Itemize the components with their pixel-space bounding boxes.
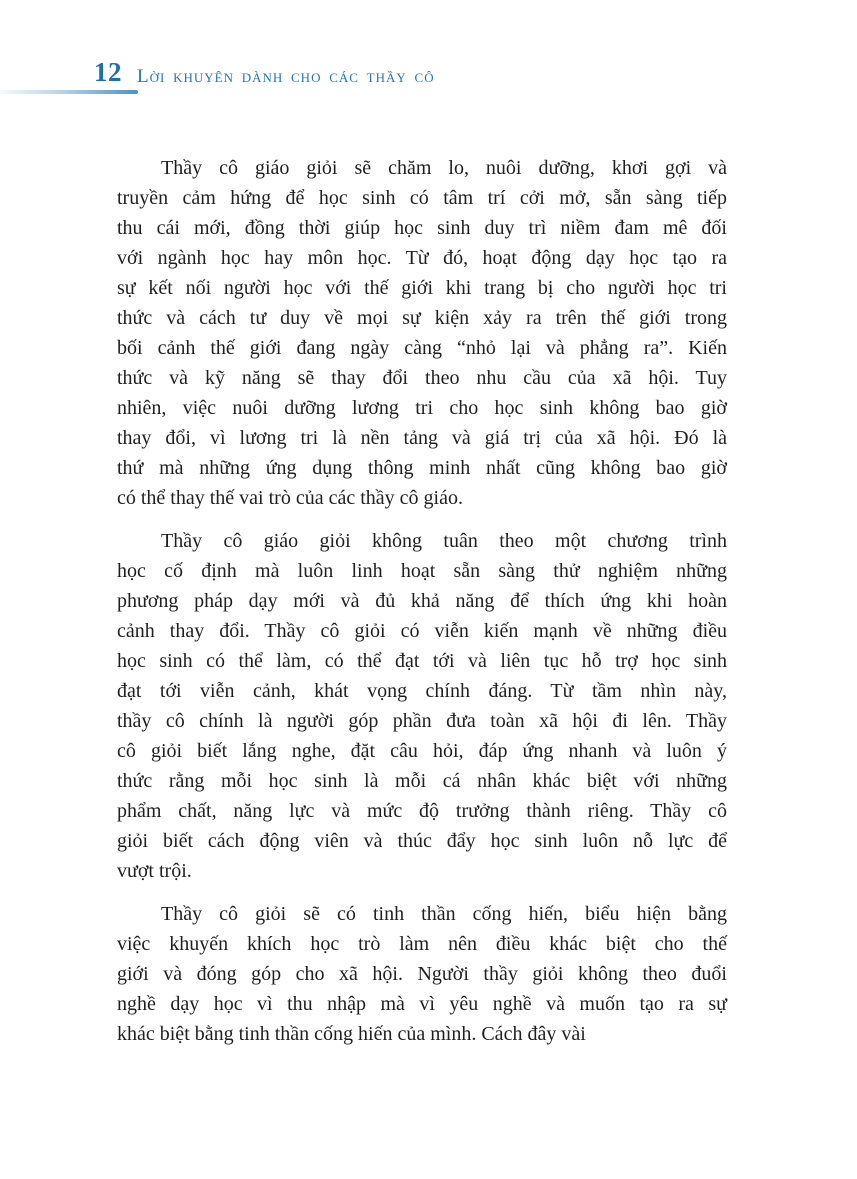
text-line: thức và kỹ năng sẽ thay đổi theo nhu cầu của xã hội. Tuy <box>117 367 727 389</box>
text-line: học cố định mà luôn linh hoạt sẵn sàng thử nghiệm những <box>117 560 727 582</box>
text-line: việc khuyến khích học trò làm nên điều khác biệt cho thế <box>117 933 727 955</box>
text-line: khác biệt bằng tinh thần cống hiến của mình. Cách đây vài <box>117 1023 586 1045</box>
text-line: bối cảnh thế giới đang ngày càng “nhỏ lại và phẳng ra”. Kiến <box>117 337 727 359</box>
text-line: thức rằng mỗi học sinh là mỗi cá nhân khác biệt với những <box>117 770 727 792</box>
body-text <box>117 153 727 1062</box>
text-line: truyền cảm hứng để học sinh có tâm trí cởi mở, sẵn sàng tiếp <box>117 187 727 209</box>
text-line: cô giỏi biết lắng nghe, đặt câu hỏi, đáp ứng nhanh và luôn ý <box>117 740 727 762</box>
paragraph <box>117 153 727 513</box>
text-line: Thầy cô giáo giỏi sẽ chăm lo, nuôi dưỡng, khơi gợi và <box>161 157 727 179</box>
text-line: phương pháp dạy mới và đủ khả năng để thích ứng khi hoàn <box>117 590 727 612</box>
paragraph <box>117 899 727 1049</box>
text-line: thứ mà những ứng dụng thông minh nhất cũng không bao giờ <box>117 457 727 479</box>
text-line: đạt tới viễn cảnh, khát vọng chính đáng. Từ tầm nhìn này, <box>117 680 727 702</box>
header-rule <box>0 90 138 94</box>
page-number: 12 <box>94 57 122 87</box>
text-line: cảnh thay đổi. Thầy cô giỏi có viễn kiến mạnh về những điều <box>117 620 727 642</box>
text-line: thầy cô chính là người góp phần đưa toàn xã hội đi lên. Thầy <box>117 710 727 732</box>
text-line: với ngành học hay môn học. Từ đó, hoạt động dạy học tạo ra <box>117 247 727 269</box>
text-line: nhiên, việc nuôi dưỡng lương tri cho học sinh không bao giờ <box>117 397 727 419</box>
chapter-title: Lời khuyên dành cho các thầy cô <box>137 66 435 87</box>
text-line: thay đổi, vì lương tri là nền tảng và giá trị của xã hội. Đó là <box>117 427 727 449</box>
text-line: thức và cách tư duy về mọi sự kiện xảy ra trên thế giới trong <box>117 307 727 329</box>
text-line: thu cái mới, đồng thời giúp học sinh duy trì niềm đam mê đối <box>117 217 727 239</box>
text-line: sự kết nối người học với thế giới khi trang bị cho người học tri <box>117 277 727 299</box>
text-line: Thầy cô giáo giỏi không tuân theo một chương trình <box>161 530 727 552</box>
text-line: có thể thay thế vai trò của các thầy cô giáo. <box>117 487 463 509</box>
text-line: học sinh có thể làm, có thể đạt tới và liên tục hỗ trợ học sinh <box>117 650 727 672</box>
text-line: Thầy cô giỏi sẽ có tinh thần cống hiến, biểu hiện bằng <box>161 903 727 925</box>
text-line: phẩm chất, năng lực và mức độ trưởng thành riêng. Thầy cô <box>117 800 727 822</box>
text-line: giỏi biết cách động viên và thúc đẩy học sinh luôn nỗ lực để <box>117 830 727 852</box>
text-line: giới và đóng góp cho xã hội. Người thầy giỏi không theo đuổi <box>117 963 727 985</box>
paragraph <box>117 526 727 886</box>
text-line: vượt trội. <box>117 860 192 882</box>
text-line: nghề dạy học vì thu nhập mà vì yêu nghề và muốn tạo ra sự <box>117 993 727 1015</box>
